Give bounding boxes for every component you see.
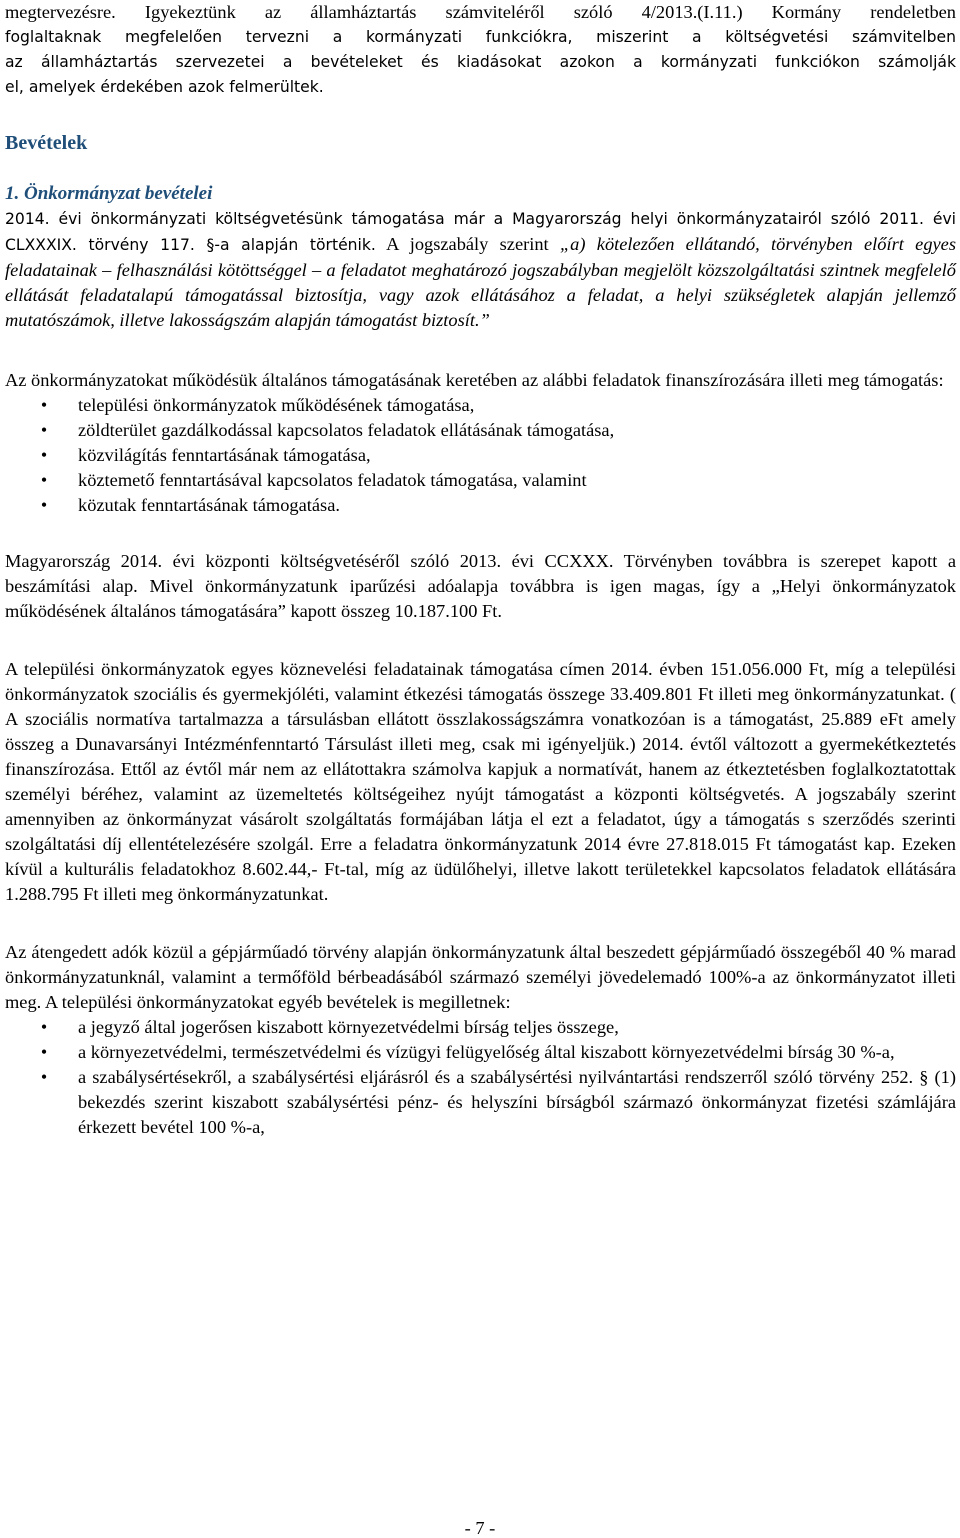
paragraph-1-text: 2014. évi önkormányzati költségvetésünk támogatása már a Magyarország helyi önkormányzatairól szóló 2011. évi CLXXXIX. törvény 117. §-a alapján történik. <box>5 210 956 254</box>
paragraph-5: Az átengedett adók közül a gépjárműadó törvény alapján önkormányzatunk által beszedett gépjárműadó összegéből 40 % marad önkormányzatunknál, valamint a termőföld bérbeadásából származó személyi jövedelemadó 100%-a az önkormányzatot illeti meg. A települési önkormányzatokat egyéb bevételek is megilletnek: <box>5 942 956 1012</box>
list-item: • települési önkormányzatok működésének támogatása, <box>5 393 956 418</box>
bullet-icon: • <box>40 1017 48 1037</box>
intro-line-2: foglaltaknak megfelelően tervezni a kormányzati funkciókra, miszerint a költségvetési számvitelben <box>5 28 956 46</box>
other-revenues-list <box>5 1015 956 1140</box>
bullet-icon: • <box>40 420 48 440</box>
intro-line-1: megtervezésre. Igyekeztünk az államháztartás számviteléről szóló 4/2013.(I.11.) Kormány rendeletben <box>5 2 956 22</box>
support-list <box>5 393 956 518</box>
paragraph-2: Az önkormányzatokat működésük általános támogatásának keretében az alábbi feladatok finanszírozására illeti meg támogatás: <box>5 370 944 390</box>
list-item: • köztemető fenntartásával kapcsolatos feladatok támogatása, valamint <box>5 468 956 493</box>
subsection-title: 1. Önkormányzat bevételei <box>5 183 213 204</box>
bullet-icon: • <box>40 495 48 515</box>
bullet-icon: • <box>40 395 48 415</box>
bullet-icon: • <box>40 470 48 490</box>
list-item: • a szabálysértésekről, a szabálysértési eljárásról és a szabálysértési nyilvántartási rendszerről szóló törvény 252. § (1) bekezdés szerint kiszabott szabálysértési pénz- és helyszíni bírságból származó önkormányzat fizetési számlájára érkezett bevétel 100 %-a, <box>5 1065 956 1140</box>
list-item: • a jegyző által jogerősen kiszabott környezetvédelmi bírság teljes összege, <box>5 1015 956 1040</box>
document-page <box>5 0 956 1140</box>
paragraph-1-lead: A jogszabály szerint <box>375 234 560 254</box>
intro-line-3: az államháztartás szervezetei a bevételeket és kiadásokat azokon a kormányzati funkciókon számolják <box>5 53 956 71</box>
bullet-icon: • <box>40 1042 48 1062</box>
paragraph-4: A települési önkormányzatok egyes köznevelési feladatainak támogatása címen 2014. évben 151.056.000 Ft, míg a települési önkormányzatok szociális és gyermekjóléti, valamint étkezési támogatás összege 33.409.801 Ft illeti meg önkormányzatunkat. ( A szociális normatíva tartalmazza a társulásban ellátott összlakosságszámra vonatkozóan is a támogatást, 25.889 eFt amely összeg a Dunavarsányi Intézménfenntartó Társulást illeti meg, csak mi igényeljük.) 2014. évtől változott a gyermekétkeztetés finanszírozása. Ettől az évtől már nem az ellátottakra számolva kapjuk a normatívát, hanem az étkeztetésben foglalkoztatottak személyi béréhez, valamint az üzemeltetés költségeihez nyújt támogatást a központi költségvetés. A jogszabály szerint amennyiben az önkormányzat vásárolt szolgáltatás formájában látja el ezt a feladatot, úgy a támogatás s szerződés szerinti szolgáltatási díj ellentételezésére szolgál. Erre a feladatra önkormányzatunk 2014 évre 27.818.015 Ft támogatást kap. Ezeken kívül a kulturális feladatokhoz 8.602.44,- Ft-tal, míg az üdülőhelyi, illetve lakott területekkel kapcsolatos feladatok ellátására 1.288.795 Ft illeti meg önkormányzatunkat. <box>5 659 956 904</box>
intro-line-4: el, amelyek érdekében azok felmerültek. <box>5 78 324 96</box>
bullet-icon: • <box>40 445 48 465</box>
page-number: - 7 - <box>464 1518 496 1538</box>
paragraph-1-quote: „a) kötelezően ellátandó, törvényben előírt egyes feladatainak – felhasználási kötöttséggel – a feladatot meghatározó jogszabályban megjelölt közszolgáltatási szintnek megfelelő ellátását feladatalapú támogatással biztosítja, vagy azok ellátásához a feladat, a helyi szükségletek alapján jellemző mutatószámok, illetve lakosságszám alapján támogatást biztosít.” <box>5 234 956 330</box>
list-item: • a környezetvédelmi, természetvédelmi és vízügyi felügyelőség által kiszabott környezetvédelmi bírság 30 %-a, <box>5 1040 956 1065</box>
paragraph-3: Magyarország 2014. évi központi költségvetéséről szóló 2013. évi CCXXX. Törvényben továbbra is szerepet kapott a beszámítási alap. Mivel önkormányzatunk iparűzési adóalapja továbbra is igen magas, így a „Helyi önkormányzatok működésének általános támogatására” kapott összeg 10.187.100 Ft. <box>5 551 956 621</box>
list-item: • közutak fenntartásának támogatása. <box>5 493 956 518</box>
bullet-icon: • <box>40 1067 48 1087</box>
list-item: • közvilágítás fenntartásának támogatása, <box>5 443 956 468</box>
paragraph-1 <box>5 206 956 333</box>
list-item: • zöldterület gazdálkodással kapcsolatos feladatok ellátásának támogatása, <box>5 418 956 443</box>
section-title: Bevételek <box>5 132 88 154</box>
